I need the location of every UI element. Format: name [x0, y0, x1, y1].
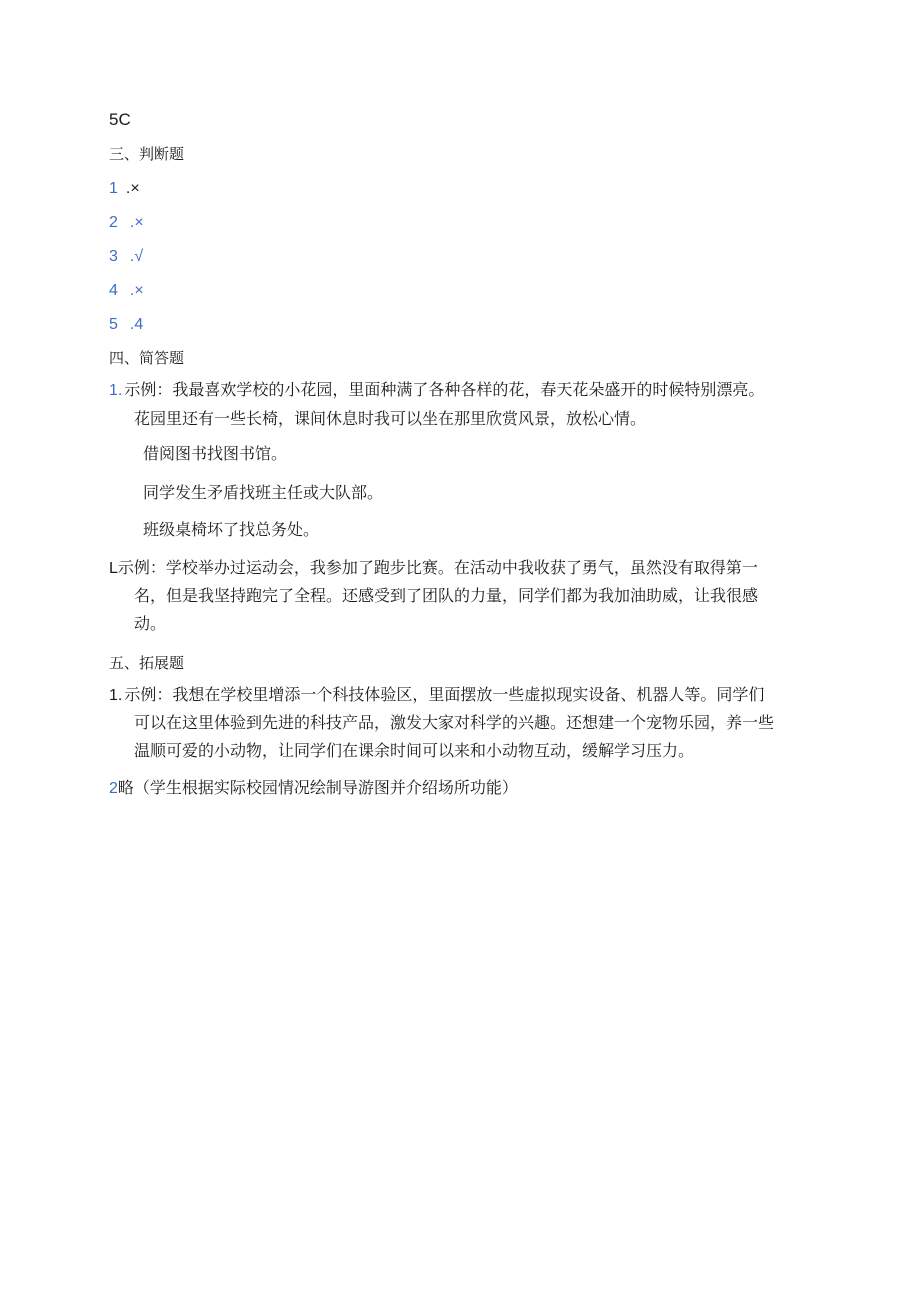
- item-answer: .×: [125, 180, 140, 197]
- item-number: 1: [109, 180, 118, 197]
- answer-text: 示例：我最喜欢学校的小花园，里面种满了各种各样的花，春天花朵盛开的时候特别漂亮。: [124, 380, 765, 399]
- item-answer: .×: [129, 282, 144, 299]
- item-number: 4: [109, 282, 118, 299]
- short-answer-2-line-1: 借阅图书找图书馆。: [143, 444, 288, 463]
- item-number: L: [109, 560, 118, 577]
- short-answer-1-line-2: 花园里还有一些长椅，课间休息时我可以坐在那里欣赏风景，放松心情。: [134, 409, 647, 428]
- item-number: 2: [109, 780, 118, 797]
- extension-1-line-1: [109, 685, 764, 706]
- section-heading-judgement: 三、判断题: [109, 145, 185, 163]
- short-answer-3-line-1: [109, 558, 758, 579]
- item-number: 3: [109, 248, 118, 265]
- short-answer-2-line-2: 同学发生矛盾找班主任或大队部。: [143, 483, 384, 502]
- item-answer: .√: [129, 248, 144, 265]
- item-number: 2: [109, 214, 118, 231]
- judgement-item-1: [109, 178, 140, 199]
- section-heading-extension: 五、拓展题: [109, 654, 185, 672]
- judgement-item-2: [109, 212, 144, 233]
- short-answer-2-line-3: 班级桌椅坏了找总务处。: [143, 520, 320, 539]
- extension-2: [109, 778, 518, 799]
- short-answer-3-line-3: 动。: [134, 614, 167, 633]
- short-answer-3-line-2: 名，但是我坚持跑完了全程。还感受到了团队的力量，同学们都为我加油助威，让我很感: [134, 586, 759, 605]
- item-answer: .×: [129, 214, 144, 231]
- item-number: 5: [109, 316, 118, 333]
- extension-1-line-2: 可以在这里体验到先进的科技产品，激发大家对科学的兴趣。还想建一个宠物乐园，养一些: [134, 713, 775, 732]
- item-number: 1.: [109, 687, 123, 704]
- answer-text: 示例：学校举办过运动会，我参加了跑步比赛。在活动中我收获了勇气，虽然没有取得第一: [117, 558, 758, 577]
- judgement-item-5: [109, 314, 143, 335]
- section-heading-short-answer: 四、简答题: [109, 349, 185, 367]
- judgement-item-4: [109, 280, 144, 301]
- answer-text: 略（学生根据实际校园情况绘制导游图并介绍场所功能）: [117, 778, 518, 797]
- answer-text: 示例：我想在学校里增添一个科技体验区，里面摆放一些虚拟现实设备、机器人等。同学们: [124, 685, 765, 704]
- item-answer: .4: [129, 316, 144, 333]
- judgement-item-3: [109, 246, 143, 267]
- item-number: 1.: [109, 382, 123, 399]
- answer-5c: 5C: [109, 110, 131, 129]
- extension-1-line-3: 温顺可爱的小动物，让同学们在课余时间可以来和小动物互动，缓解学习压力。: [134, 741, 695, 760]
- short-answer-1-line-1: [109, 380, 764, 401]
